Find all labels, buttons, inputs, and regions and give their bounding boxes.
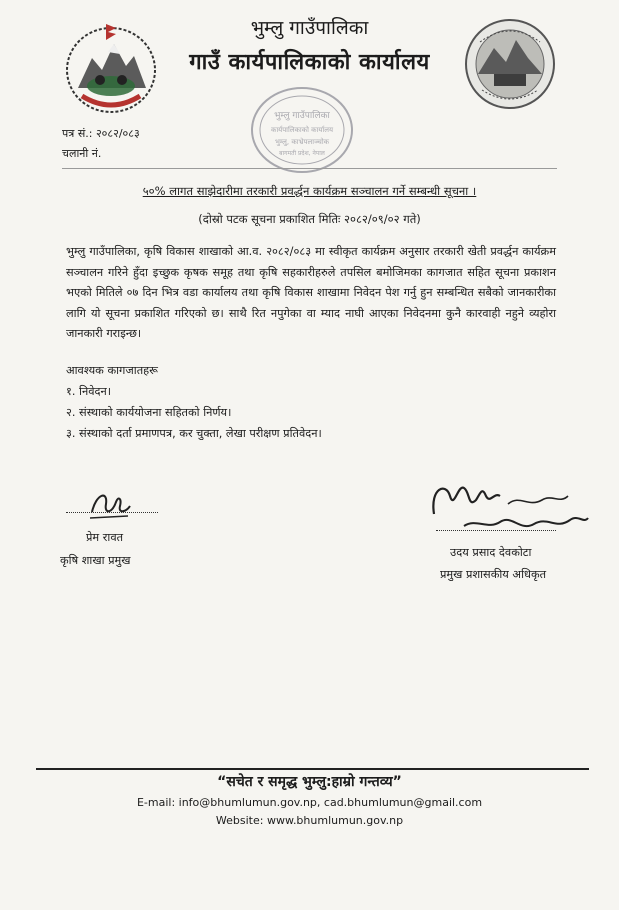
reference-number: पत्र सं.: २०८२/०८३: [62, 127, 140, 140]
right-signatory-name: उदय प्रसाद देवकोटा: [450, 546, 532, 559]
right-signature-line: [436, 530, 556, 531]
left-signatory-title: कृषि शाखा प्रमुख: [60, 554, 131, 567]
documents-heading: आवश्यक कागजातहरू: [66, 364, 158, 377]
required-documents: [66, 360, 322, 444]
header-divider: [62, 168, 557, 169]
footer-divider: [36, 768, 589, 770]
left-signature-line: [66, 512, 158, 513]
svg-text:भुम्लु गाउँपालिका: भुम्लु गाउँपालिका: [274, 111, 330, 121]
municipality-name: भुम्लु गाउँपालिका: [250, 17, 369, 39]
document-item: ३. संस्थाको दर्ता प्रमाणपत्र, कर चुक्ता, लेखा परीक्षण प्रतिवेदन।: [66, 427, 322, 440]
notice-body: भुम्लु गाउँपालिका, कृषि विकास शाखाको आ.व. २०८२/०८३ मा स्वीकृत कार्यक्रम अनुसार तरकारी खेती प्रवर्द्धन कार्यक्रम सञ्चालन गरिने हुँदा इच्छुक कृषक समूह तथा कृषि सहकारीहरुले तपसिल बमोजिमका कागजात सहित सूचना प्रकाशन भएको मितिले ०७ दिन भित्र वडा कार्यालय तथा कृषि विकास शाखामा निवेदन पेश गर्नु हुन सम्बन्धित सबैको जानकारीका लागि यो सूचना प्रकाशित गरिएको छ। साथै रित नपुगेका वा म्याद नाघी आएका निवेदनमा कुनै कारवाही नहुने व्यहोरा जानकारी गराइन्छ।: [66, 245, 556, 341]
notice-subject-text: ५०% लागत साझेदारीमा तरकारी प्रवर्द्धन कार्यक्रम सञ्चालन गर्ने सम्बन्धी सूचना ।: [142, 184, 477, 198]
right-signature-mark: [424, 474, 594, 546]
office-name: गाउँ कार्यपालिकाको कार्यालय: [189, 50, 430, 75]
footer-slogan: “सचेत र समृद्ध भुम्लु:हाम्रो गन्तव्य”: [217, 774, 402, 790]
notice-subject: [0, 184, 619, 199]
svg-text:कार्यपालिकाको कार्यालय: कार्यपालिकाको कार्यालय: [270, 126, 334, 134]
office-stamp: [248, 84, 356, 176]
document-item: १. निवेदन।: [66, 385, 112, 398]
left-signature-mark: [82, 484, 138, 524]
svg-text:भुम्लु, काभ्रेपलाञ्चोक: भुम्लु, काभ्रेपलाञ्चोक: [274, 138, 330, 146]
chalani-number: चलानी नं.: [62, 147, 102, 160]
right-signatory-title: प्रमुख प्रशासकीय अधिकृत: [440, 568, 547, 581]
publication-date: (दोस्रो पटक सूचना प्रकाशित मितिः २०८२/०९/०२ गते): [198, 212, 421, 226]
document-item: २. संस्थाको कार्ययोजना सहितको निर्णय।: [66, 406, 232, 419]
left-signatory-name: प्रेम रावत: [86, 531, 124, 544]
footer-website: Website: www.bhumlumun.gov.np: [215, 814, 404, 827]
svg-text:बागमती प्रदेश, नेपाल: बागमती प्रदेश, नेपाल: [279, 150, 325, 157]
footer-email: E-mail: info@bhumlumun.gov.np, cad.bhumlumun@gmail.com: [136, 796, 483, 809]
